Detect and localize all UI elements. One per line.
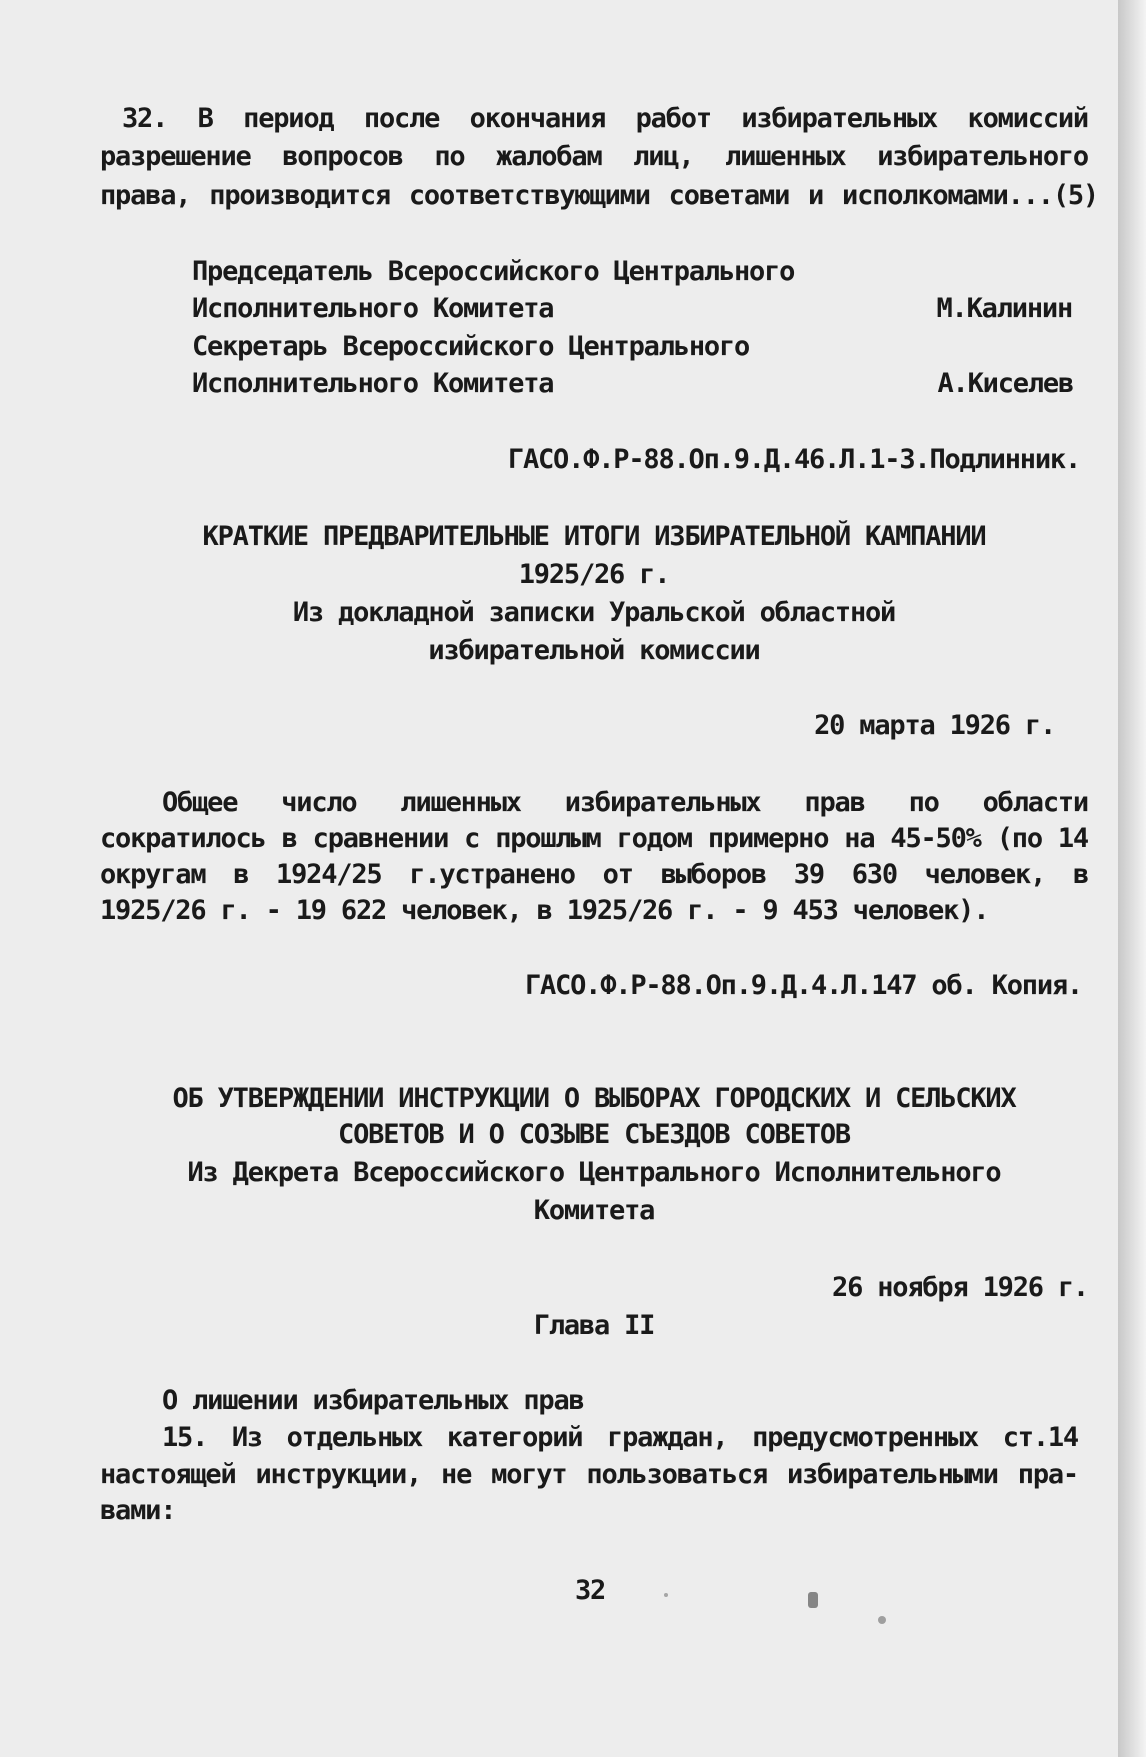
section-2-para-line-1: Общее число лишенных избирательных прав по области: [162, 787, 1088, 818]
signature-chairman-role: Председатель Всероссийского Центрального: [192, 256, 795, 287]
paragraph-32-line-1: 32. В период после окончания работ избирательных комиссий: [122, 103, 1088, 134]
signature-secretary-name: А.Киселев: [937, 368, 1073, 399]
section-2-para-line-4: 1925/26 г. - 19 622 человек, в 1925/26 г. - 9 453 человек).: [100, 895, 989, 926]
signature-chairman-name: М.Калинин: [936, 293, 1072, 324]
archive-source-1: ГАСО.Ф.Р-88.Оп.9.Д.46.Л.1-3.Подлинник.: [507, 444, 1080, 475]
section-3-title-line-2: СОВЕТОВ И О СОЗЫВЕ СЪЕЗДОВ СОВЕТОВ: [338, 1119, 850, 1150]
scan-speck: [878, 1616, 886, 1624]
signature-chairman-role-2: Исполнительного Комитета: [192, 293, 554, 324]
section-2-title-line-2: 1925/26 г.: [518, 559, 670, 590]
scan-speck: [808, 1592, 818, 1608]
section-3-subtitle-line-1: Из Декрета Всероссийского Центрального Исполнительного: [187, 1157, 1001, 1188]
section-2-para-line-3: округам в 1924/25 г.устранено от выборов 39 630 человек, в: [100, 859, 1088, 890]
section-3-para-line-3: вами:: [100, 1495, 176, 1526]
signature-secretary-role-2: Исполнительного Комитета: [192, 368, 554, 399]
chapter-heading: Глава II: [533, 1310, 655, 1341]
section-3-para-line-1: 15. Из отдельных категорий граждан, предусмотренных ст.14: [162, 1422, 1078, 1453]
paragraph-32-line-3: права, производится соответствующими советами и исполкомами...(5): [100, 180, 1098, 211]
section-3-title-line-1: ОБ УТВЕРЖДЕНИИ ИНСТРУКЦИИ О ВЫБОРАХ ГОРОДСКИХ И СЕЛЬСКИХ: [172, 1083, 1016, 1114]
page-number: 32: [574, 1575, 606, 1606]
section-3-para-line-2: настоящей инструкции, не могут пользоваться избирательными пра-: [100, 1459, 1078, 1490]
page-edge: [1118, 0, 1146, 1757]
archive-source-2: ГАСО.Ф.Р-88.Оп.9.Д.4.Л.147 об. Копия.: [524, 970, 1082, 1001]
signature-secretary-role: Секретарь Всероссийского Центрального: [192, 331, 750, 362]
scan-speck: [664, 1593, 668, 1597]
section-2-title-line-1: КРАТКИЕ ПРЕДВАРИТЕЛЬНЫЕ ИТОГИ ИЗБИРАТЕЛЬНОЙ КАМПАНИИ: [202, 521, 986, 552]
section-3-heading: О лишении избирательных прав: [162, 1385, 584, 1416]
section-2-para-line-2: сократилось в сравнении с прошлым годом примерно на 45-50% (по 14: [100, 823, 1088, 854]
section-2-subtitle-line-1: Из докладной записки Уральской областной: [292, 597, 896, 628]
section-3-date: 26 ноября 1926 г.: [832, 1272, 1088, 1303]
paragraph-32-line-2: разрешение вопросов по жалобам лиц, лишенных избирательного: [100, 141, 1088, 172]
section-3-subtitle-line-2: Комитета: [533, 1195, 655, 1226]
section-2-date: 20 марта 1926 г.: [814, 710, 1055, 741]
section-2-subtitle-line-2: избирательной комиссии: [428, 635, 760, 666]
